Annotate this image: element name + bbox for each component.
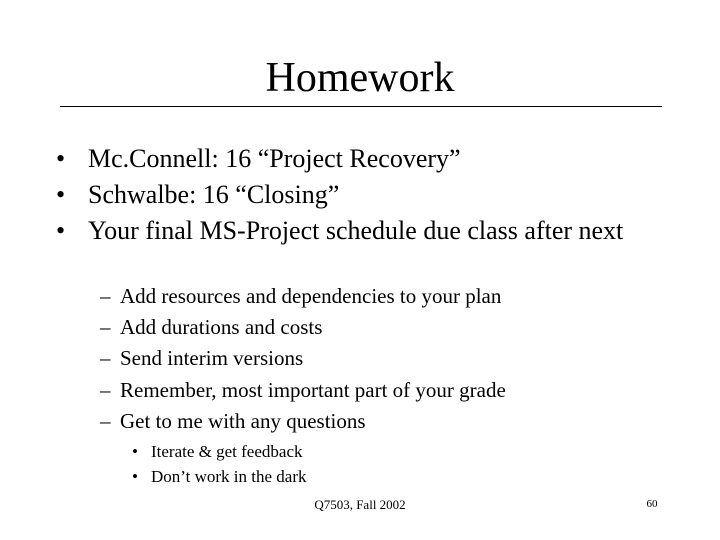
title-divider [60,106,662,107]
bullet-icon: • [56,144,66,173]
bullet-icon: • [56,180,66,209]
sub-bullet-text: Remember, most important part of your grade [120,378,506,402]
dash-icon: – [100,378,111,402]
sub-bullet-text: Get to me with any questions [120,409,366,433]
dash-icon: – [100,346,111,370]
bullet-icon: • [56,216,66,245]
dash-icon: – [100,315,111,339]
sub-bullet-text: Add resources and dependencies to your plan [120,284,502,308]
page-number: 60 [646,498,658,510]
bullet-text: Your final MS-Project schedule due class after next [88,216,624,245]
slide-title: Homework [265,55,455,101]
sub-bullet-text: Send interim versions [120,346,304,370]
sub-sub-bullet-text: Iterate & get feedback [151,442,303,461]
dash-icon: – [100,284,111,308]
sub-bullet-text: Add durations and costs [120,315,323,339]
sub-sub-bullet-text: Don’t work in the dark [151,467,307,486]
bullet-icon: • [132,467,138,486]
dash-icon: – [100,409,111,433]
bullet-icon: • [132,442,138,461]
bullet-text: Mc.Connell: 16 “Project Recovery” [88,144,461,173]
footer-course: Q7503, Fall 2002 [314,497,406,512]
bullet-text: Schwalbe: 16 “Closing” [88,180,340,209]
